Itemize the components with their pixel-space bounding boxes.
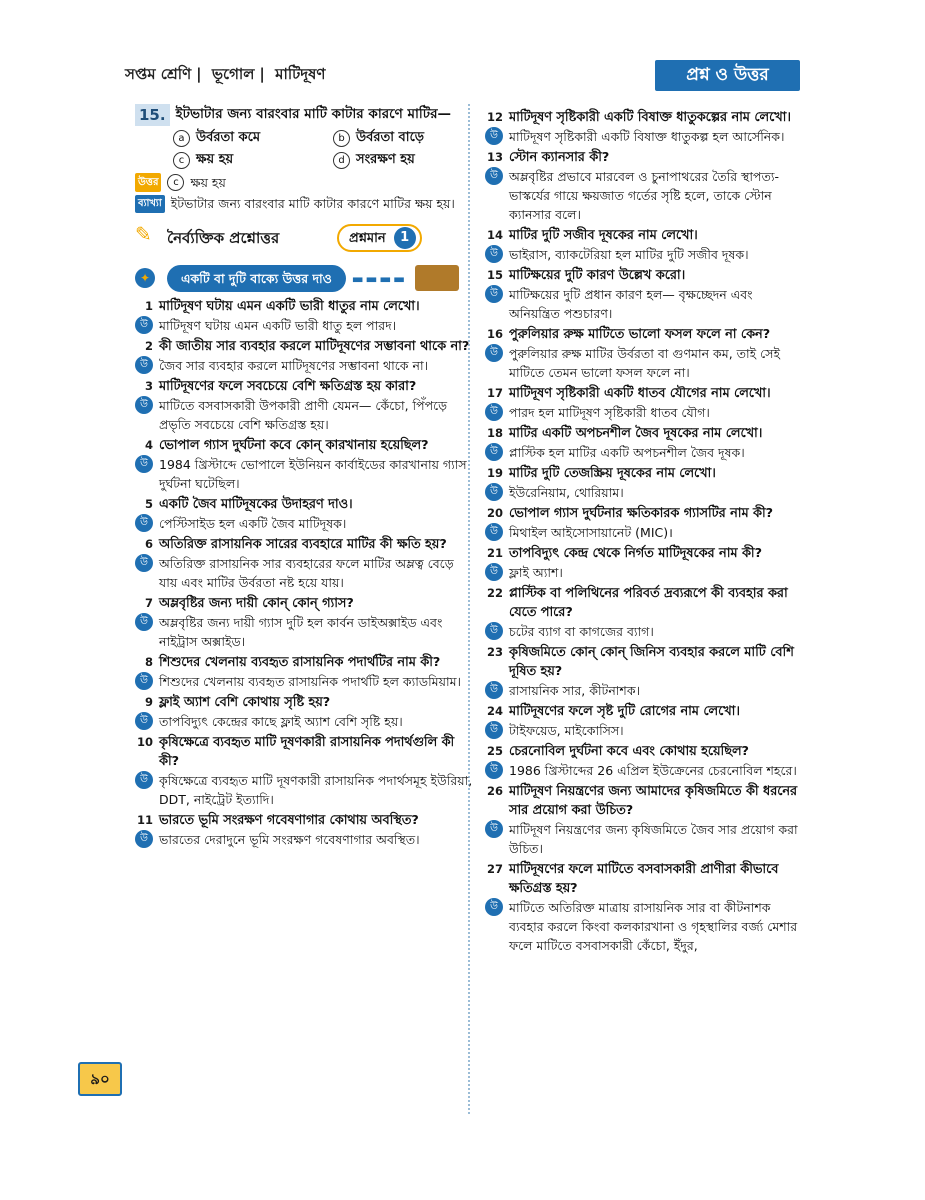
answer-item: [485, 344, 803, 382]
answer-text: চটের ব্যাগ বা কাগজের ব্যাগ।: [509, 624, 654, 639]
answer-text: রাসায়নিক সার, কীটনাশক।: [509, 683, 641, 698]
answer-icon: উ: [485, 344, 503, 362]
breadcrumb: সপ্তম শ্রেণি | ভূগোল | মাটিদূষণ: [125, 65, 326, 83]
answer-item: [135, 771, 475, 809]
answer-item: [135, 712, 475, 731]
question-text: মাটির দুটি সজীব দূষকের নাম লেখো।: [509, 228, 698, 243]
bulb-icon: ✦: [135, 268, 155, 288]
question-text: মাটির দুটি তেজস্ক্রিয় দূষকের নাম লেখো।: [509, 466, 716, 481]
answer-text: অতিরিক্ত রাসায়নিক সার ব্যবহারের ফলে মাটির অম্লত্ব বেড়ে যায় এবং মাটির উর্বরতা নষ্ট হয়ে যায়।: [159, 556, 454, 590]
question-item: [485, 325, 803, 344]
option-circle-icon: c: [167, 174, 184, 191]
question-number: 13: [486, 150, 503, 164]
answer-item: [485, 245, 803, 264]
instruction-text: একটি বা দুটি বাক্যে উত্তর দাও: [167, 265, 346, 292]
question-item: [485, 742, 803, 761]
question-item: [485, 643, 803, 681]
question-number: 11: [136, 813, 153, 827]
answer-text: ভাইরাস, ব্যাকটেরিয়া হল মাটির দুটি সজীব দূষক।: [509, 247, 749, 262]
answer-text: কৃষিক্ষেত্রে ব্যবহৃত মাটি দূষণকারী রাসায়নিক পদার্থসমূহ ইউরিয়া, DDT, নাইট্রেট ইত্যাদি।: [159, 773, 473, 807]
answer-text: 1986 খ্রিস্টাব্দের 26 এপ্রিল ইউক্রেনের চেরনোবিল শহরে।: [509, 763, 797, 778]
answer-text: শিশুদের খেলনায় ব্যবহৃত রাসায়নিক পদার্থটি হল ক্যাডমিয়াম।: [159, 674, 462, 689]
question-item: [135, 733, 475, 771]
answer-item: [485, 127, 803, 146]
question-item: [485, 860, 803, 898]
question-text: কী জাতীয় সার ব্যবহার করলে মাটিদূষণের সম্ভাবনা থাকে না?: [159, 339, 470, 354]
question-number: 2: [144, 339, 153, 353]
question-text: চেরনোবিল দুর্ঘটনা কবে এবং কোথায় হয়েছিল?: [509, 744, 749, 759]
answer-icon: উ: [485, 285, 503, 303]
question-number: 24: [486, 704, 503, 718]
question-number: 6: [144, 537, 153, 551]
instruction-row: [135, 263, 475, 293]
question-text: মাটিদূষণ সৃষ্টিকারী একটি বিষাক্ত ধাতুকল্পের নাম লেখো।: [509, 110, 791, 125]
answer-item: [135, 554, 475, 592]
left-column: [135, 104, 475, 851]
answer-item: [485, 403, 803, 422]
question-item: [485, 148, 803, 167]
answer-icon: উ: [485, 622, 503, 640]
question-number: 23: [486, 645, 503, 659]
answer-text: মিথাইল আইসোসায়ানেট (MIC)।: [509, 525, 673, 540]
mcq-option-a: [173, 128, 333, 147]
answer-tag: উত্তর: [135, 173, 161, 192]
answer-icon: উ: [485, 523, 503, 541]
answer-text: ভারতের দেরাদুনে ভূমি সংরক্ষণ গবেষণাগার অবস্থিত।: [159, 832, 420, 847]
answer-text: মাটিতে অতিরিক্ত মাত্রায় রাসায়নিক সার বা কীটনাশক ব্যবহার করলে কিংবা কলকারখানা ও গৃহস্থালির বর্জ্য মেশার ফলে মাটিতে বসবাসকারী কেঁচো, ইঁদুর,: [509, 900, 798, 953]
right-qa-list: [485, 108, 803, 955]
answer-icon: উ: [485, 563, 503, 581]
question-text: একটি জৈব মাটিদূষকের উদাহরণ দাও।: [159, 497, 353, 512]
answer-icon: উ: [485, 403, 503, 421]
question-number: 14: [486, 228, 503, 242]
answer-icon: উ: [135, 830, 153, 848]
question-item: [485, 108, 803, 127]
option-circle-icon: b: [333, 130, 350, 147]
question-text: মাটিদূষণের ফলে সবচেয়ে বেশি ক্ষতিগ্রস্ত হয় কারা?: [159, 379, 417, 394]
question-number: 19: [486, 466, 503, 480]
answer-text: প্লাস্টিক হল মাটির একটি অপচনশীল জৈব দূষক।: [509, 445, 745, 460]
answer-icon: উ: [135, 554, 153, 572]
answer-text: পেস্টিসাইড হল একটি জৈব মাটিদূষক।: [159, 516, 347, 531]
question-text: প্লাস্টিক বা পলিথিনের পরিবর্ত দ্রব্যরূপে কী ব্যবহার করা যেতে পারে?: [509, 586, 788, 620]
answer-item: [135, 396, 475, 434]
question-item: [485, 544, 803, 563]
question-number: 20: [486, 506, 503, 520]
question-text: ভোপাল গ্যাস দুর্ঘটনার ক্ষতিকারক গ্যাসটির নাম কী?: [509, 506, 774, 521]
question-number: 17: [486, 386, 503, 400]
answer-icon: উ: [485, 820, 503, 838]
answer-text: ক্ষয় হয়: [190, 175, 226, 190]
question-number: 21: [486, 546, 503, 560]
answer-item: [135, 613, 475, 651]
question-number: 22: [486, 586, 503, 600]
question-item: [135, 297, 475, 316]
question-text: অম্লবৃষ্টির জন্য দায়ী কোন্ কোন্ গ্যাস?: [159, 596, 354, 611]
question-text: অতিরিক্ত রাসায়নিক সারের ব্যবহারে মাটির কী ক্ষতি হয়?: [159, 537, 447, 552]
answer-icon: উ: [485, 245, 503, 263]
question-number: 25: [486, 744, 503, 758]
question-text: কৃষিক্ষেত্রে ব্যবহৃত মাটি দূষণকারী রাসায়নিক পদার্থগুলি কী কী?: [159, 735, 455, 769]
answer-item: [135, 316, 475, 335]
question-number: 10: [136, 735, 153, 749]
question-text: কৃষিজমিতে কোন্ কোন্ জিনিস ব্যবহার করলে মাটি বেশি দূষিত হয়?: [509, 645, 794, 679]
answer-text: টাইফয়েড, মাইকোসিস।: [509, 723, 624, 738]
mcq-answer: [135, 173, 475, 192]
question-text: ভোপাল গ্যাস দুর্ঘটনা কবে কোন্ কারখানায় হয়েছিল?: [159, 438, 429, 453]
book-icon: [415, 265, 459, 291]
question-item: [135, 377, 475, 396]
answer-icon: উ: [485, 443, 503, 461]
answer-icon: উ: [485, 761, 503, 779]
breadcrumb-subject: ভূগোল: [211, 65, 255, 83]
answer-item: [485, 761, 803, 780]
mcq-option-d: [333, 150, 493, 169]
answer-icon: উ: [485, 127, 503, 145]
answer-icon: উ: [135, 396, 153, 414]
section-title: নৈর্ব্যক্তিক প্রশ্নোত্তর: [167, 228, 280, 247]
section-badge: প্রশ্ন ও উত্তর: [655, 60, 800, 91]
answer-text: জৈব সার ব্যবহার করলে মাটিদূষণের সম্ভাবনা থাকে না।: [159, 358, 429, 373]
answer-icon: উ: [135, 514, 153, 532]
answer-item: [135, 514, 475, 533]
question-item: [485, 584, 803, 622]
answer-icon: উ: [485, 167, 503, 185]
question-number: 26: [486, 784, 503, 798]
question-number: 9: [144, 695, 153, 709]
question-number: 5: [144, 497, 153, 511]
answer-icon: উ: [485, 898, 503, 916]
marks-badge: [337, 224, 422, 252]
mcq-explanation: [135, 195, 475, 213]
question-number: 15: [486, 268, 503, 282]
answer-item: [485, 523, 803, 542]
question-item: [135, 811, 475, 830]
question-item: [485, 464, 803, 483]
answer-icon: উ: [485, 681, 503, 699]
question-text: মাটির একটি অপচনশীল জৈব দূষকের নাম লেখো।: [509, 426, 763, 441]
question-item: [485, 504, 803, 523]
answer-item: [135, 455, 475, 493]
question-number: 4: [144, 438, 153, 452]
question-text: ফ্লাই অ্যাশ বেশি কোথায় সৃষ্টি হয়?: [159, 695, 331, 710]
question-item: [135, 495, 475, 514]
answer-text: ইউরেনিয়াম, থোরিয়াম।: [509, 485, 624, 500]
question-item: [135, 693, 475, 712]
question-item: [485, 702, 803, 721]
question-text: মাটিক্ষয়ের দুটি কারণ উল্লেখ করো।: [509, 268, 686, 283]
question-item: [135, 535, 475, 554]
answer-item: [485, 622, 803, 641]
answer-icon: উ: [135, 356, 153, 374]
section-heading: [135, 223, 475, 253]
answer-icon: উ: [485, 483, 503, 501]
explain-text: ইটভাটার জন্য বারংবার মাটি কাটার কারণে মাটির ক্ষয় হয়।: [170, 196, 455, 211]
mcq-option-c: [173, 150, 333, 169]
question-item: [135, 337, 475, 356]
question-number: 1: [144, 299, 153, 313]
right-column: [485, 104, 803, 957]
pen-icon: ✎: [135, 222, 152, 246]
answer-text: মাটিতে বসবাসকারী উপকারী প্রাণী যেমন— কেঁচো, পিঁপড়ে প্রভৃতি সবচেয়ে বেশি ক্ষতিগ্রস্ত হয়।: [159, 398, 448, 432]
answer-icon: উ: [135, 613, 153, 631]
answer-text: ফ্লাই অ্যাশ।: [509, 565, 563, 580]
answer-icon: উ: [485, 721, 503, 739]
option-circle-icon: d: [333, 152, 350, 169]
question-text: মাটিদূষণের ফলে সৃষ্ট দুটি রোগের নাম লেখো।: [509, 704, 740, 719]
question-item: [485, 384, 803, 403]
question-text: মাটিদূষণ সৃষ্টিকারী একটি ধাতব যৌগের নাম লেখো।: [509, 386, 771, 401]
mcq-number: 15.: [135, 104, 170, 126]
option-circle-icon: a: [173, 130, 190, 147]
option-circle-icon: c: [173, 152, 190, 169]
question-text: মাটিদূষণ নিয়ন্ত্রণের জন্য আমাদের কৃষিজমিতে কী ধরনের সার প্রয়োগ করা উচিত?: [509, 784, 798, 818]
option-text: উর্বরতা কমে: [196, 130, 261, 145]
answer-text: মাটিদূষণ সৃষ্টিকারী একটি বিষাক্ত ধাতুকল্প হল আর্সেনিক।: [509, 129, 785, 144]
answer-item: [485, 167, 803, 224]
answer-text: তাপবিদ্যুৎ কেন্দ্রের কাছে ফ্লাই অ্যাশ বেশি সৃষ্টি হয়।: [159, 714, 403, 729]
dots-decoration: ▬▬▬▬: [351, 270, 408, 286]
question-text: মাটিদূষণ ঘটায় এমন একটি ভারী ধাতুর নাম লেখো।: [159, 299, 420, 314]
answer-icon: উ: [135, 455, 153, 473]
left-qa-list: [135, 297, 475, 849]
question-number: 12: [486, 110, 503, 124]
answer-item: [485, 443, 803, 462]
question-number: 16: [486, 327, 503, 341]
question-number: 27: [486, 862, 503, 876]
answer-item: [135, 356, 475, 375]
question-item: [135, 436, 475, 455]
question-item: [485, 266, 803, 285]
question-text: ভারতে ভূমি সংরক্ষণ গবেষণাগার কোথায় অবস্থিত?: [159, 813, 419, 828]
answer-item: [135, 830, 475, 849]
breadcrumb-class: সপ্তম শ্রেণি: [125, 65, 192, 83]
mcq-option-b: [333, 128, 493, 147]
answer-item: [485, 681, 803, 700]
answer-text: পারদ হল মাটিদূষণ সৃষ্টিকারী ধাতব যৌগ।: [509, 405, 710, 420]
mcq-options: [173, 128, 475, 169]
option-text: উর্বরতা বাড়ে: [356, 130, 425, 145]
question-item: [485, 226, 803, 245]
answer-item: [485, 285, 803, 323]
option-text: ক্ষয় হয়: [196, 152, 234, 167]
answer-text: মাটিক্ষয়ের দুটি প্রধান কারণ হল— বৃক্ষচ্ছেদন এবং অনিয়ন্ত্রিত পশুচারণ।: [509, 287, 753, 321]
explain-tag: ব্যাখ্যা: [135, 195, 165, 213]
mcq-text: ইটভাটার জন্য বারংবার মাটি কাটার কারণে মাটির—: [175, 106, 452, 122]
question-text: শিশুদের খেলনায় ব্যবহৃত রাসায়নিক পদার্থটির নাম কী?: [159, 655, 441, 670]
question-number: 7: [144, 596, 153, 610]
question-text: পুরুলিয়ার রুক্ষ মাটিতে ভালো ফসল ফলে না কেন?: [509, 327, 771, 342]
answer-item: [485, 563, 803, 582]
breadcrumb-chapter: মাটিদূষণ: [275, 65, 326, 83]
question-number: 3: [144, 379, 153, 393]
answer-item: [485, 483, 803, 502]
question-item: [135, 594, 475, 613]
question-text: তাপবিদ্যুৎ কেন্দ্র থেকে নির্গত মাটিদূষকের নাম কী?: [509, 546, 762, 561]
page-number: ৯০: [78, 1062, 122, 1096]
marks-value: 1: [394, 227, 416, 249]
answer-item: [135, 672, 475, 691]
option-text: সংরক্ষণ হয়: [356, 152, 415, 167]
question-number: 8: [144, 655, 153, 669]
answer-item: [485, 721, 803, 740]
answer-text: অম্লবৃষ্টির প্রভাবে মারবেল ও চুনাপাথরের তৈরি স্থাপত্য-ভাস্কর্যের গায়ে ক্ষয়জাত গর্তের সৃষ্টি হলে, তাকে স্টোন ক্যানসার বলে।: [509, 169, 779, 222]
question-item: [135, 653, 475, 672]
answer-icon: উ: [135, 672, 153, 690]
answer-item: [485, 820, 803, 858]
answer-text: মাটিদূষণ ঘটায় এমন একটি ভারী ধাতু হল পারদ।: [159, 318, 397, 333]
mcq-question: [135, 104, 475, 126]
answer-text: মাটিদূষণ নিয়ন্ত্রণের জন্য কৃষিজমিতে জৈব সার প্রয়োগ করা উচিত।: [509, 822, 798, 856]
question-text: স্টোন ক্যানসার কী?: [509, 150, 610, 165]
question-item: [485, 782, 803, 820]
answer-text: 1984 খ্রিস্টাব্দে ভোপালে ইউনিয়ন কার্বাইডের কারখানায় গ্যাস দুর্ঘটনা ঘটেছিল।: [159, 457, 467, 491]
answer-icon: উ: [135, 316, 153, 334]
question-number: 18: [486, 426, 503, 440]
answer-text: অম্লবৃষ্টির জন্য দায়ী গ্যাস দুটি হল কার্বন ডাইঅক্সাইড এবং নাইট্রাস অক্সাইড।: [159, 615, 443, 649]
answer-item: [485, 898, 803, 955]
answer-icon: উ: [135, 771, 153, 789]
question-item: [485, 424, 803, 443]
answer-text: পুরুলিয়ার রুক্ষ মাটির উর্বরতা বা গুণমান কম, তাই সেই মাটিতে তেমন ভালো ফসল ফলে না।: [509, 346, 780, 380]
answer-icon: উ: [135, 712, 153, 730]
marks-label: প্রশ্নমান: [349, 230, 386, 246]
question-text: মাটিদূষণের ফলে মাটিতে বসবাসকারী প্রাণীরা কীভাবে ক্ষতিগ্রস্ত হয়?: [509, 862, 779, 896]
